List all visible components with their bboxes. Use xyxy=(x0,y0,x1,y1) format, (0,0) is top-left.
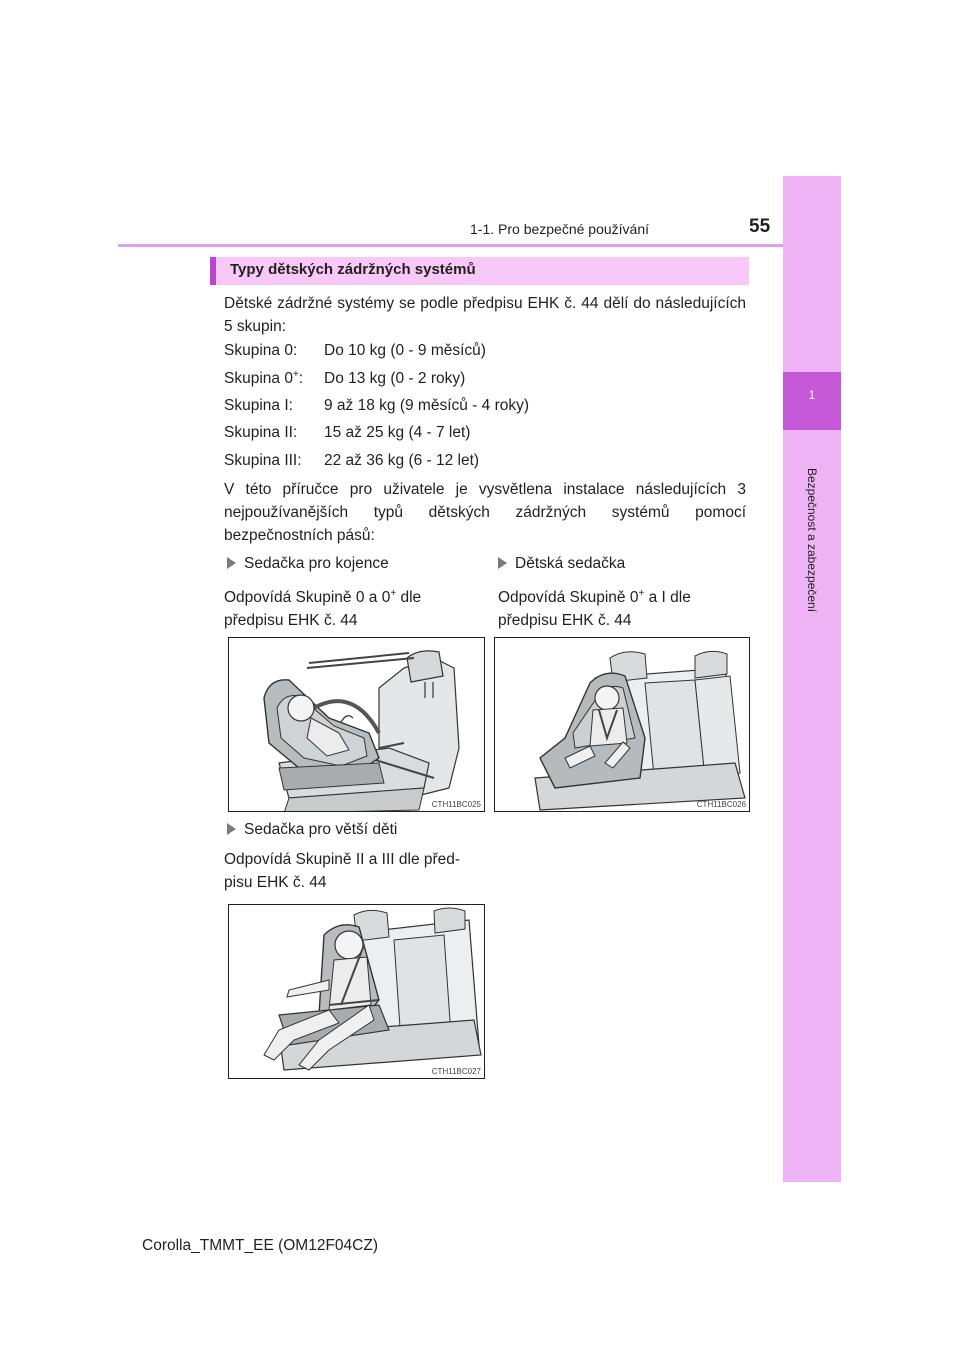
chapter-side-strip xyxy=(783,176,841,1182)
footer-document-id: Corolla_TMMT_EE (OM12F04CZ) xyxy=(142,1237,378,1254)
child-seat-title: Dětská sedačka xyxy=(515,555,626,572)
triangle-bullet-icon xyxy=(498,557,507,569)
desc-line xyxy=(224,582,480,609)
outro-paragraph: V této příručce pro uživatele je vysvětlena instalace následujících 3 nejpoužívanějších typů dětských zádržných systémů pomocí bezpečnostních pásů: xyxy=(224,481,746,544)
infant-seat-heading xyxy=(227,555,389,573)
infant-seat-drawing xyxy=(229,638,485,812)
image-code: CTH11BC025 xyxy=(431,800,481,809)
desc-text xyxy=(224,582,421,609)
group-weight: Do 10 kg (0 - 9 měsíců) xyxy=(324,342,486,359)
group-row xyxy=(224,452,479,470)
group-sup: + xyxy=(292,369,299,380)
group-label-wrap xyxy=(224,369,324,388)
desc-part: Odpovídá Skupině 0 a 0 xyxy=(224,589,391,607)
group-row xyxy=(224,369,465,388)
group-row xyxy=(224,342,486,360)
child-seat-description xyxy=(498,582,746,632)
chapter-label: Bezpečnost a zabezpečení xyxy=(805,467,819,613)
booster-seat-illustration xyxy=(228,904,485,1079)
booster-seat-drawing xyxy=(229,905,485,1079)
section-title: 1-1. Pro bezpečné používání xyxy=(470,221,650,237)
group-weight: 22 až 36 kg (6 - 12 let) xyxy=(324,452,480,469)
group-weight: Do 13 kg (0 - 2 roky) xyxy=(324,370,466,388)
intro-paragraph: Dětské zádržné systémy se podle předpisu EHK č. 44 dělí do následujících 5 skupin: xyxy=(224,295,746,335)
page-number: 55 xyxy=(749,216,771,237)
child-seat-heading xyxy=(498,555,625,573)
child-seat-illustration xyxy=(494,637,750,812)
section-heading: Typy dětských zádržných systémů xyxy=(230,261,476,278)
group-weight: 9 až 18 kg (9 měsíců - 4 roky) xyxy=(324,397,530,414)
desc-sup: + xyxy=(638,588,645,599)
booster-seat-heading xyxy=(227,821,397,839)
infant-seat-description xyxy=(224,582,480,632)
group-row xyxy=(224,397,529,415)
booster-seat-description xyxy=(224,848,484,894)
image-code: CTH11BC026 xyxy=(696,800,746,809)
group-label: Skupina I: xyxy=(224,397,293,414)
chapter-number: 1 xyxy=(808,388,816,402)
child-seat-drawing xyxy=(495,638,750,812)
group-label: Skupina 0 xyxy=(224,370,293,388)
booster-seat-title: Sedačka pro větší děti xyxy=(244,821,398,838)
desc-line-2: předpisu EHK č. 44 xyxy=(498,612,632,630)
desc-line xyxy=(498,582,746,609)
group-weight: 15 až 25 kg (4 - 7 let) xyxy=(324,424,471,441)
infant-seat-illustration xyxy=(228,637,485,812)
desc-line-2: pisu EHK č. 44 xyxy=(224,874,327,891)
desc-line-2: předpisu EHK č. 44 xyxy=(224,612,358,630)
desc-part: a I dle xyxy=(644,589,691,607)
section-heading-bar xyxy=(210,257,749,285)
image-code: CTH11BC027 xyxy=(431,1067,481,1076)
triangle-bullet-icon xyxy=(227,557,236,569)
triangle-bullet-icon xyxy=(227,823,236,835)
desc-sup: + xyxy=(390,588,397,599)
desc-part: Odpovídá Skupině 0 xyxy=(498,589,639,607)
group-row xyxy=(224,424,470,442)
group-label: Skupina 0: xyxy=(224,342,298,359)
infant-seat-title: Sedačka pro kojence xyxy=(244,555,389,572)
group-label-suffix: : xyxy=(298,370,304,388)
header-rule xyxy=(118,244,841,247)
desc-part: dle xyxy=(396,589,422,607)
group-label: Skupina III: xyxy=(224,452,302,469)
desc-line: Odpovídá Skupině II a III dle před- xyxy=(224,851,461,868)
group-label: Skupina II: xyxy=(224,424,298,441)
